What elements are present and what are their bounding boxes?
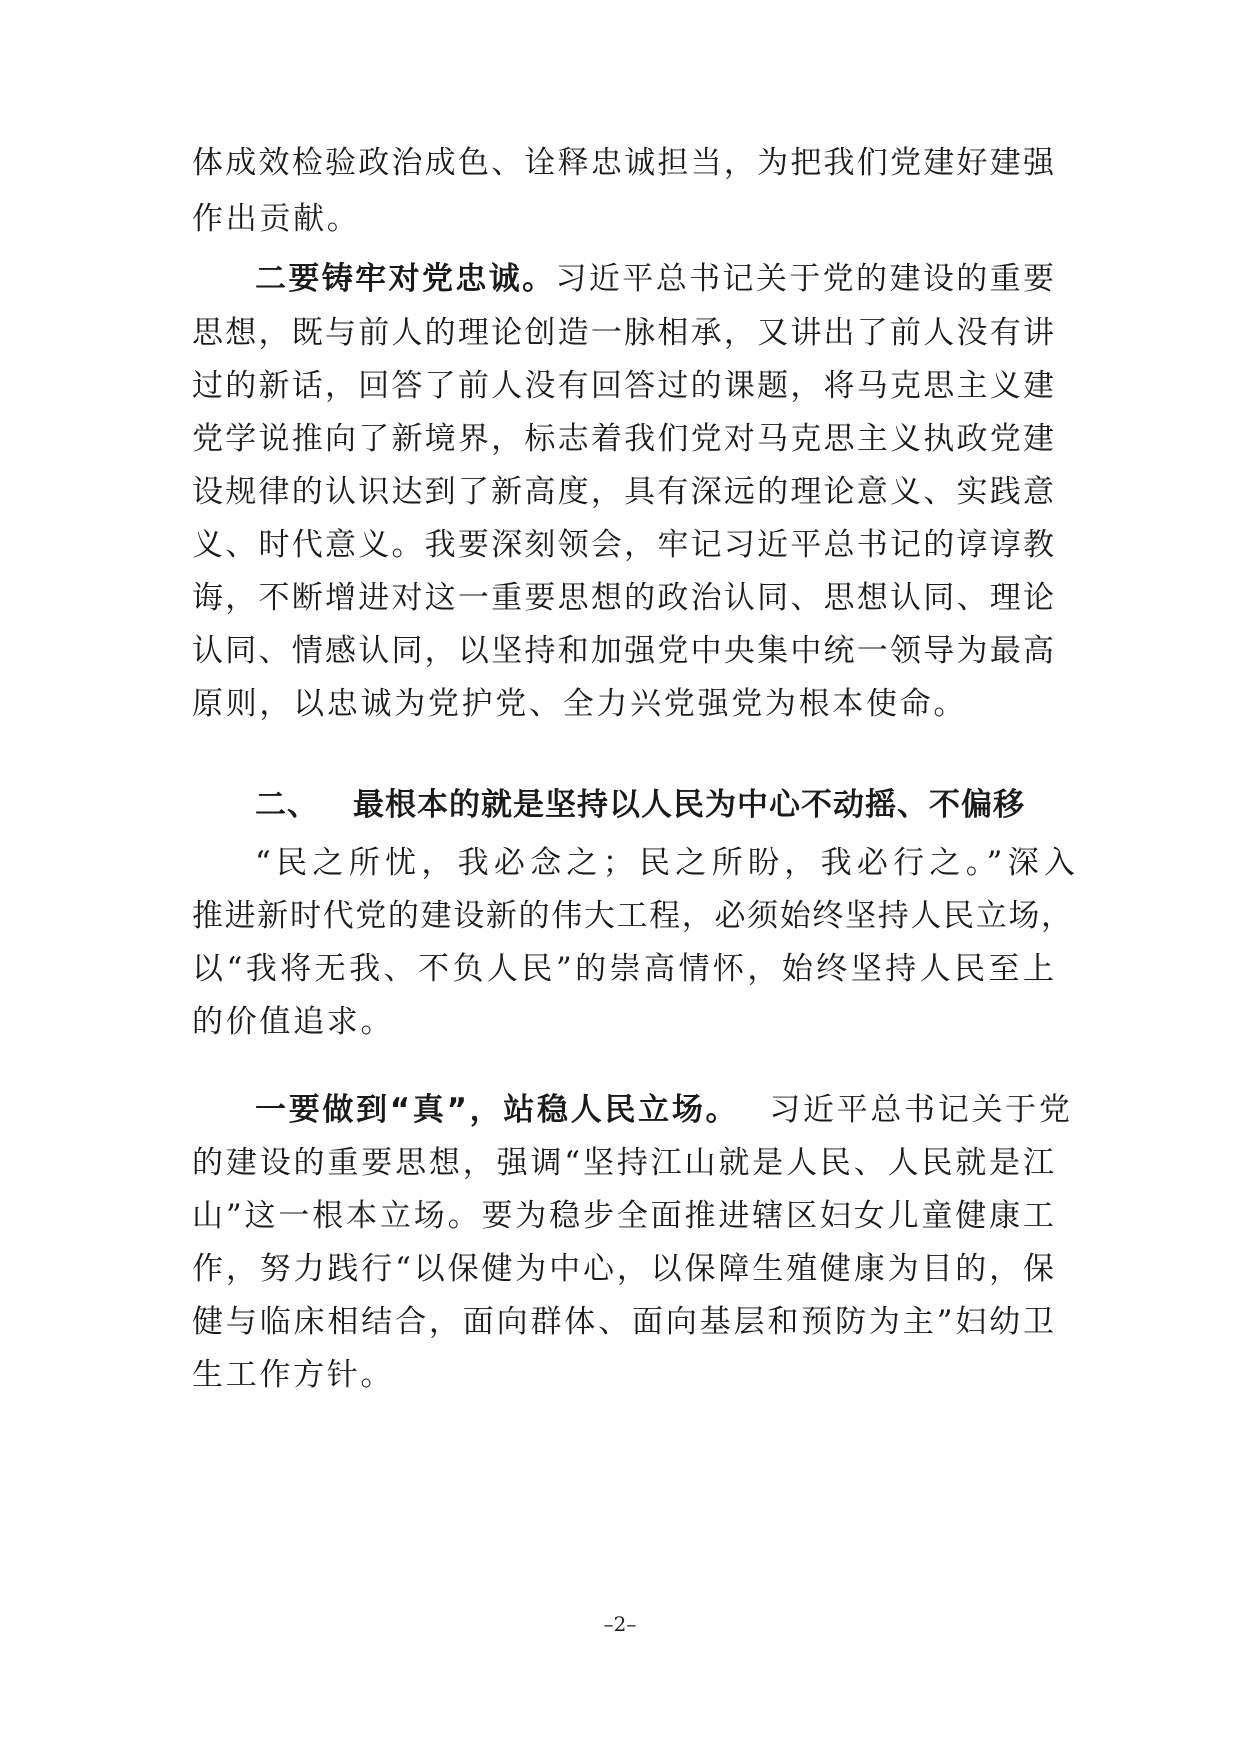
paragraph-2-line-4: 党学说推向了新境界，标志着我们党对马克思主义执政党建 <box>192 421 1054 457</box>
paragraph-2-line-1 <box>255 259 1054 299</box>
paragraph-2-line-3: 过的新话，回答了前人没有回答过的课题，将马克思主义建 <box>192 368 1054 404</box>
paragraph-4-line-1 <box>255 1090 1073 1130</box>
paragraph-2-line-5: 设规律的认识达到了新高度，具有深远的理论意义、实践意 <box>192 474 1054 510</box>
paragraph-1-line-2: 作出贡献。 <box>192 201 361 237</box>
paragraph-3-line-1: “民之所忧，我必念之；民之所盼，我必行之。”深入 <box>255 845 1075 881</box>
paragraph-1-line-1: 体成效检验政治成色、诠释忠诚担当，为把我们党建好建强 <box>192 145 1054 181</box>
section-heading <box>255 785 1025 825</box>
paragraph-3-line-2: 推进新时代党的建设新的伟大工程，必须始终坚持人民立场， <box>192 898 1072 934</box>
paragraph-4-line-5: 健与临床相结合，面向群体、面向基层和预防为主”妇幼卫 <box>192 1304 1054 1340</box>
paragraph-4-line-2: 的建设的重要思想，强调“坚持江山就是人民、人民就是江 <box>192 1145 1054 1181</box>
page-number: –2– <box>603 1612 637 1636</box>
paragraph-2-line-7: 诲，不断增进对这一重要思想的政治认同、思想认同、理论 <box>192 580 1054 616</box>
paragraph-2-line-6: 义、时代意义。我要深刻领会，牢记习近平总书记的谆谆教 <box>192 527 1054 563</box>
paragraph-2-line-1-text: 习近平总书记关于党的建设的重要 <box>555 261 1055 297</box>
paragraph-3-line-4: 的价值追求。 <box>192 1004 395 1040</box>
paragraph-2-line-8: 认同、情感认同，以坚持和加强党中央集中统一领导为最高 <box>192 633 1054 669</box>
paragraph-3-line-3: 以“我将无我、不负人民”的崇高情怀，始终坚持人民至上 <box>192 951 1054 987</box>
paragraph-4-line-4: 作，努力践行“以保健为中心，以保障生殖健康为目的，保 <box>192 1251 1054 1287</box>
paragraph-4-line-6: 生工作方针。 <box>192 1357 395 1393</box>
section-heading-title: 最根本的就是坚持以人民为中心不动摇、不偏移 <box>353 787 1025 823</box>
paragraph-2-line-2: 思想，既与前人的理论创造一脉相承，又讲出了前人没有讲 <box>192 315 1054 351</box>
paragraph-4-lead: 一要做到“真”，站稳人民立场。 <box>255 1092 740 1128</box>
section-heading-number: 二、 <box>255 787 319 823</box>
paragraph-2-lead: 二要铸牢对党忠诚。 <box>255 261 556 297</box>
paragraph-2-line-9: 原则，以忠诚为党护党、全力兴党强党为根本使命。 <box>192 686 968 722</box>
paragraph-4-line-3: 山”这一根本立场。要为稳步全面推进辖区妇女儿童健康工 <box>192 1198 1054 1234</box>
paragraph-4-line-1-text: 习近平总书记关于党 <box>769 1092 1073 1128</box>
